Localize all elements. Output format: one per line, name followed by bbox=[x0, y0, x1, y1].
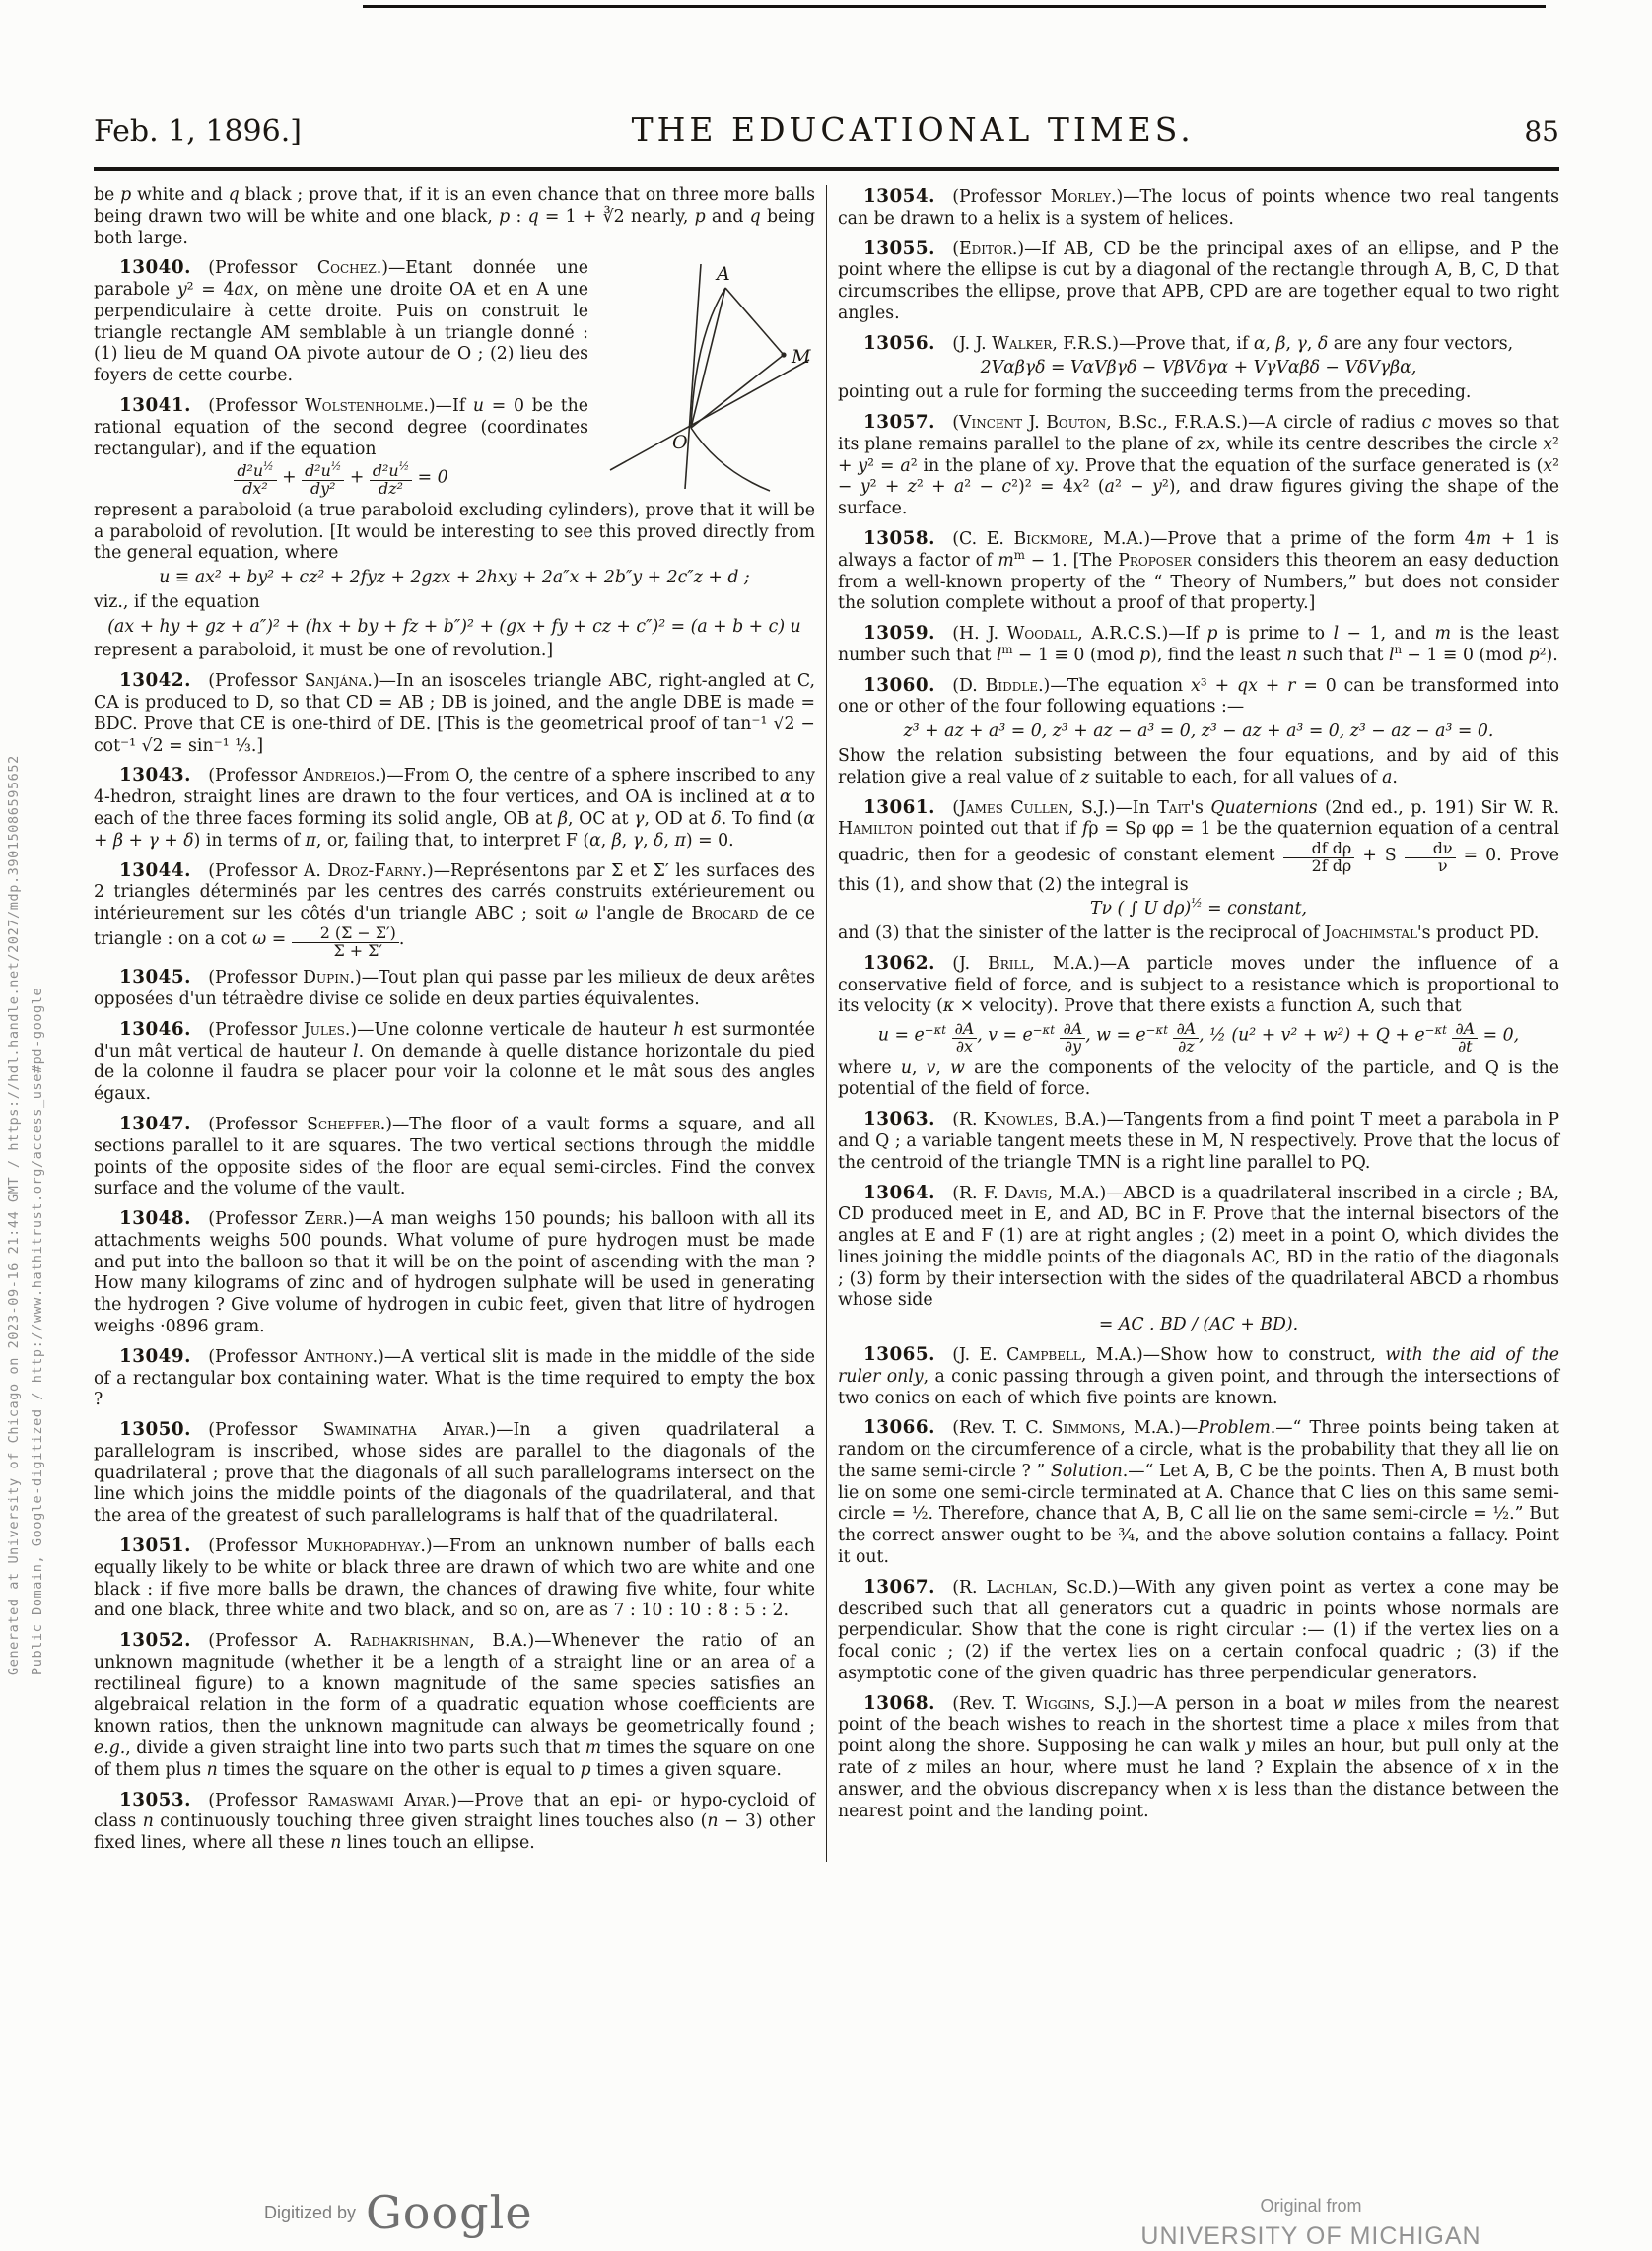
problem-13042 bbox=[94, 669, 815, 757]
problem-author: (Professor Ramaswami Aiyar.) bbox=[208, 1790, 457, 1810]
problem-13046 bbox=[94, 1018, 815, 1106]
problem-number: 13064. bbox=[863, 1182, 935, 1203]
problem-number: 13054. bbox=[863, 186, 935, 207]
problem-author: (Professor Zerr.) bbox=[208, 1209, 355, 1230]
problem-number: 13051. bbox=[119, 1535, 191, 1556]
problem-author: (Rev. T. Wiggins, S.J.) bbox=[952, 1693, 1138, 1714]
problem-text: —In an isosceles triangle ABC, right-angled at C, CA is produced to D, so that CD = AB ; DB is joined, and the angle DBE is made = BDC. Prove that CE is one-third of DE. [This is the geometrical proof of tan⁻¹ √2 − cot⁻¹ √2 = sin⁻¹ ⅓.] bbox=[94, 671, 815, 756]
problem-13065 bbox=[838, 1343, 1559, 1409]
problem-13043 bbox=[94, 764, 815, 852]
scan-edge-line bbox=[363, 5, 1546, 8]
line-oa bbox=[691, 288, 725, 428]
problem-author: (James Cullen, S.J.) bbox=[952, 797, 1116, 818]
parabola-figure bbox=[600, 258, 815, 493]
problem-13064 bbox=[838, 1182, 1559, 1336]
problem-number: 13045. bbox=[119, 967, 191, 989]
problem-author: (H. J. Woodall, A.R.C.S.) bbox=[952, 624, 1169, 645]
problem-number: 13048. bbox=[119, 1208, 191, 1230]
page-number: 85 bbox=[1524, 115, 1559, 148]
problem-number: 13041. bbox=[119, 395, 191, 417]
digitization-note-1: Generated at University of Chicago on 2023-09-16 21:44 GMT / https://hdl.handle.net/2027/mdp.39015086595652 bbox=[6, 755, 22, 1675]
problem-number: 13056. bbox=[863, 332, 935, 354]
problem-text: represent a paraboloid, it must be one of revolution.] bbox=[94, 641, 554, 661]
problem-text: and (3) that the sinister of the latter is the reciprocal of Joachimstal's product PD. bbox=[838, 923, 1540, 944]
problem-number: 13058. bbox=[863, 527, 935, 549]
problem-text: —Prove that, if α, β, γ, δ are any four vectors, bbox=[1119, 333, 1514, 354]
problem-text: —In a given quadrilateral a parallelogram is inscribed, whose sides are parallel to the diagonals of the quadrilateral ; prove that the diagonals of all such parallelograms intersect on the line which joins the middle points of the diagonals of the quadrilateral, and that the area of the greatest of such parallelograms is half that of the quadrilateral. bbox=[94, 1420, 815, 1527]
problem-13050 bbox=[94, 1418, 815, 1528]
diagonal-line bbox=[610, 360, 809, 470]
equation: (ax + hy + gz + a″)² + (hx + by + fz + b″)² + (gx + fy + cz + c″)² = (a + b + c) u bbox=[107, 616, 801, 637]
digitized-by-label: Digitized by bbox=[264, 2202, 357, 2222]
problem-number: 13053. bbox=[119, 1789, 191, 1810]
problem-number: 13040. bbox=[119, 257, 191, 279]
problem-text: —From an unknown number of balls each equally likely to be white or black three are drawn of which two are white and one black : if five more balls be drawn, the chances of drawing five white, four white and one black, three white and two black, and so on, are as 7 : 10 : 10 : 8 : 5 : 2. bbox=[94, 1536, 815, 1621]
problem-number: 13055. bbox=[863, 238, 935, 259]
problem-author: (Professor Scheffer.) bbox=[208, 1114, 393, 1134]
problem-13059 bbox=[838, 622, 1559, 667]
column-right bbox=[827, 185, 1559, 1862]
problem-author: (Professor A. Radhakrishnan, B.A.) bbox=[208, 1631, 535, 1652]
page-header bbox=[94, 110, 1559, 149]
problem-13058 bbox=[838, 527, 1559, 615]
problem-13053 bbox=[94, 1789, 815, 1855]
point-m-dot bbox=[781, 353, 786, 358]
institution-name: UNIVERSITY OF MICHIGAN bbox=[1140, 2222, 1481, 2250]
line-om bbox=[691, 355, 784, 428]
problem-author: (R. F. Davis, M.A.) bbox=[952, 1183, 1107, 1203]
problem-13044 bbox=[94, 859, 815, 960]
problem-text: —A person in a boat w miles from the nearest point of the beach wishes to reach in the shortest time a place x miles from that point along the shore. Supposing he can walk y miles an hour, but pull only at the rate of z miles an hour, where must he land ? Explain the absence of x in the answer, and the obvious discrepancy when x is less than the distance between the nearest point and the landing point. bbox=[838, 1693, 1559, 1821]
problem-text: —Whenever the ratio of an unknown magnitude (whether it be a length of a straight line or an area of a rectilineal figure) to a known magnitude of the same species satisfies an algebraical relation in the form of a quadratic equation whose coefficients are known ratios, then the unknown magnitude can always be geometrically found ; e.g., divide a given straight line into two parts such that m times the square on one of them plus n times the square on the other is equal to p times a given square. bbox=[94, 1631, 816, 1780]
problem-author: (Professor Mukhopadhyay.) bbox=[208, 1536, 433, 1556]
problem-number: 13057. bbox=[863, 412, 935, 434]
problem-author: (J. E. Campbell, M.A.) bbox=[952, 1344, 1143, 1365]
problem-number: 13065. bbox=[863, 1343, 935, 1365]
problem-13049 bbox=[94, 1345, 815, 1411]
problem-text: —Show how to construct, with the aid of the ruler only, a conic passing through a given point, and through the intersections of two conics on each of which five points are known. bbox=[838, 1344, 1559, 1408]
figure-label-o: O bbox=[672, 432, 688, 454]
problem-number: 13050. bbox=[119, 1419, 191, 1441]
problem-text: —With any given point as vertex a cone may be described such that all generators cut a quadric in points whose normals are perpendicular. Show that the cone is right circular :— (1) if the vertex lies on a focal conic ; (2) if the vertex lies on a certain confocal quadric ; (3) if the asymptotic cone of the given quadric has three perpendicular generators. bbox=[838, 1577, 1560, 1683]
problem-text: represent a paraboloid (a true paraboloid excluding cylinders), prove that it will be a paraboloid of revolution. [It would be interesting to see this proved directly from the general equation, where bbox=[94, 500, 815, 564]
figure-label-a: A bbox=[717, 263, 730, 286]
problem-text: —A particle moves under the influence of a conservative field of force, and is subject to a resistance which is proportional to its velocity (κ × velocity). Prove that there exists a function A, such that bbox=[838, 953, 1559, 1017]
problem-author: (Professor Jules.) bbox=[208, 1019, 358, 1040]
problem-author: (Professor Swaminatha Aiyar.) bbox=[208, 1420, 497, 1441]
problem-text: —The locus of points whence two real tangents can be drawn to a helix is a system of helices. bbox=[838, 187, 1559, 229]
problem-number: 13043. bbox=[119, 765, 191, 786]
problem-13052 bbox=[94, 1629, 815, 1781]
problem-text: —Une colonne verticale de hauteur h est surmontée d'un mât vertical de hauteur l. On demande à quelle distance horizontale du pied de la colonne il faudra se placer pour voir la colonne et le mât sous des angles égaux. bbox=[94, 1019, 815, 1105]
problem-number: 13067. bbox=[863, 1576, 935, 1598]
problem-author: (Professor A. Droz-Farny.) bbox=[208, 860, 434, 881]
line-am bbox=[725, 288, 784, 355]
continuation-paragraph bbox=[94, 185, 815, 249]
problem-13051 bbox=[94, 1535, 815, 1622]
problem-number: 13060. bbox=[863, 674, 935, 696]
footer-digitized bbox=[264, 2186, 533, 2239]
problem-text: —The floor of a vault forms a square, and all sections parallel to it are squares. The two vertical sections through the middle points of the opposite sides of the floor are equal semi-circles. Find the convex surface and the volume of the vault. bbox=[94, 1114, 815, 1199]
problem-text: —A vertical slit is made in the middle of the side of a rectangular box containing water. What is the time required to empty the box ? bbox=[94, 1346, 816, 1410]
problem-text: —Prove that a prime of the form 4m + 1 is always a factor of $m^m - 1$. [The Proposer considers this theorem an easy deduction from a well-known property of the “ Theory of Numbers,” but does not consider the solution complete without a proof of that property.] bbox=[838, 528, 1559, 614]
problem-text: —In Tait's Quaternions (2nd ed., p. 191) Sir W. R. Hamilton pointed out that if fρ = Sρ φρ = 1 be the quaternion equation of a central quadric, then for a geodesic of constant element $\frac{\text{df dρ}}{\text{2f dρ}}$ + S $\frac{d\nu}{\nu}$ = 0. Prove this (1), and show that (2) the integral is bbox=[838, 797, 1559, 895]
problem-number: 13059. bbox=[863, 623, 935, 645]
parabola-curve bbox=[691, 428, 770, 491]
problem-13045 bbox=[94, 966, 815, 1011]
problem-number: 13063. bbox=[863, 1109, 935, 1130]
problem-number: 13047. bbox=[119, 1113, 191, 1134]
equation: $\frac{d^2u^{\frac{1}{2}}}{\text{dx²}}$ + $\frac{d^2u^{\frac{1}{2}}}{\text{dy²}}$ + $\frac{d^2u^{\frac{1}{2}}}{\text{dz²}}$ = 0 bbox=[94, 463, 815, 497]
problem-text: —If AB, CD be the principal axes of an ellipse, and P the point where the ellipse is cut by a diagonal of the rectangle through A, B, C, D that circumscribes the ellipse, prove that APB, CPD are are together equal to two right angles. bbox=[838, 239, 1559, 323]
problem-author: (C. E. Bickmore, M.A.) bbox=[952, 528, 1151, 549]
equation: Tν ( ∫ U dρ)$^{\frac{1}{2}}$ = constant, bbox=[1089, 896, 1308, 920]
problem-13057 bbox=[838, 411, 1559, 520]
problem-13056 bbox=[838, 332, 1559, 404]
equation: u ≡ ax² + by² + cz² + 2fyz + 2gzx + 2hxy + 2a″x + 2b″y + 2c″z + d ; bbox=[159, 568, 750, 588]
problem-13061 bbox=[838, 796, 1559, 945]
equation: = AC . BD / (AC + BD). bbox=[1098, 1315, 1299, 1335]
equation: 2Vαβγδ = VαVβγδ − VβVδγα + VγVαβδ − VδVγβα, bbox=[980, 358, 1417, 378]
problem-text: —A man weighs 150 pounds; his balloon with all its attachments weighs 500 pounds. What volume of pure hydrogen must be made and put into the balloon so that it will be on the point of ascending with the man ? How many kilograms of zinc and of hydrogen sulphate will be used in generating the hydrogen ? Give volume of hydrogen in cubic feet, given that litre of hydrogen weighs ·0896 gram. bbox=[94, 1209, 815, 1336]
problem-text: —ABCD is a quadrilateral inscribed in a circle ; BA, CD produced meet in E, and AD, BC in F. Prove that the internal bisectors of the angles at E and F (1) are at right angles ; (2) meet in a point O, which divides the lines joining the middle points of the diagonals AC, BD in the ratio of the diagonals ; (3) form by their intersection with the sides of the quadrilateral ABCD a rhombus whose side bbox=[838, 1183, 1559, 1311]
problem-text: viz., if the equation bbox=[94, 591, 260, 612]
problem-number: 13068. bbox=[863, 1692, 935, 1714]
problem-13068 bbox=[838, 1692, 1559, 1823]
problem-13063 bbox=[838, 1108, 1559, 1174]
problem-text: —The equation x³ + qx + r = 0 can be transformed into one or other of the four following equations :— bbox=[838, 675, 1559, 717]
problem-13066 bbox=[838, 1416, 1559, 1568]
problem-text: —Problem.—“ Three points being taken at random on the circumference of a circle, what is the probability that they all lie on the same semi-circle ? ” Solution.—“ Let A, B, C be the points. Then A, B must both lie on some one semi-circle terminated at A. Chance that C lies on this same semi-circle = ½. Therefore, chance that A, B, C all lie on the same semi-circle = ½.” But the correct answer ought to be ¾, and the above solution contains a fallacy. Point it out. bbox=[838, 1418, 1559, 1567]
problem-number: 13061. bbox=[863, 796, 935, 818]
journal-date: Feb. 1, 1896.] bbox=[94, 114, 302, 149]
problem-text: —Représentons par Σ et Σ′ les surfaces des 2 triangles déterminés par les centres des carrés construits extérieurement ou intérieurement sur les côtés d'un triangle ABC ; soit ω l'angle de Brocard de ce triangle : on a cot ω = $\frac{2 (\Sigma - \Sigma')}{\Sigma + \Sigma'}$ . bbox=[94, 860, 815, 960]
problem-number: 13042. bbox=[119, 670, 191, 692]
problem-author: (Professor Wolstenholme.) bbox=[208, 396, 436, 417]
problem-13062 bbox=[838, 952, 1559, 1101]
problem-text: —Tangents from a find point T meet a parabola in P and Q ; a variable tangent meets these in M, N respectively. Prove that the locus of the centroid of the triangle TMN is a right line parallel to PQ. bbox=[838, 1110, 1559, 1173]
problem-author: (Professor Dupin.) bbox=[208, 968, 362, 989]
problem-number: 13049. bbox=[119, 1345, 191, 1367]
problem-text: pointing out a rule for forming the succeeding terms from the preceding. bbox=[838, 382, 1472, 403]
problem-author: (Rev. T. C. Simmons, M.A.) bbox=[952, 1418, 1181, 1439]
journal-title: THE EDUCATIONAL TIMES. bbox=[631, 110, 1195, 149]
problem-text: —A circle of radius c moves so that its plane remains parallel to the plane of zx, while its centre describes the circle x² + y² = a² in the plane of xy. Prove that the equation of the surface generated is (x² − y² + z² + a² − c²)² = 4x² (a² − y²), and draw figures giving the shape of the surface. bbox=[838, 413, 1559, 519]
problem-text: —Prove that an epi- or hypo-cycloid of class n continuously touching three given straight lines touches also (n − 3) other fixed lines, where all these n lines touch an ellipse. bbox=[94, 1790, 815, 1854]
problem-text: —If p is prime to l − 1, and m is the least number such that $l^m - 1 \equiv 0$ (mod p), find the least n such that $l^n - 1 \equiv 0$ (mod p²). bbox=[838, 624, 1560, 665]
problem-text: be p white and q black ; prove that, if it is an even chance that on three more balls being drawn two will be white and one black, p : q = 1 + ∛2 nearly, p and q being both large. bbox=[94, 185, 816, 248]
header-rule bbox=[94, 167, 1559, 171]
problem-author: (J. Brill, M.A.) bbox=[952, 953, 1100, 974]
problem-13067 bbox=[838, 1576, 1559, 1685]
column-left bbox=[94, 185, 826, 1862]
problem-13054 bbox=[838, 185, 1559, 231]
problem-author: (D. Biddle.) bbox=[952, 675, 1051, 696]
problem-text: —From O, the centre of a sphere inscribed to any 4-hedron, straight lines are drawn to the four vertices, and OA is inclined at α to each of the three faces forming its solid angle, OB at β, OC at γ, OD at δ. To find (α + β + γ + δ) in terms of π, or, failing that, to interpret F (α, β, γ, δ, π) = 0. bbox=[94, 766, 816, 851]
problem-author: (J. J. Walker, F.R.S.) bbox=[952, 333, 1120, 354]
original-from-label: Original from bbox=[1260, 2196, 1362, 2216]
problem-author: (Professor Morley.) bbox=[952, 187, 1124, 207]
problem-text: where u, v, w are the components of the velocity of the particle, and Q is the potential of the field of force. bbox=[838, 1057, 1559, 1100]
problem-number: 13062. bbox=[863, 952, 935, 974]
problem-author: (Professor Anthony.) bbox=[208, 1346, 384, 1367]
problem-text: —Tout plan qui passe par les milieux de deux arêtes opposées d'un tétraèdre divise ce solide en deux parties équivalentes. bbox=[94, 968, 815, 1010]
problem-13060 bbox=[838, 674, 1559, 789]
problem-author: (Professor Andreios.) bbox=[208, 766, 387, 786]
problem-number: 13044. bbox=[119, 859, 191, 881]
problem-13047 bbox=[94, 1113, 815, 1200]
problem-text: Show the relation subsisting between the four equations, and by aid of this relation give a real value of z suitable to each, for all values of a. bbox=[838, 745, 1559, 787]
problem-number: 13046. bbox=[119, 1018, 191, 1040]
problem-author: (Vincent J. Bouton, B.Sc., F.R.A.S.) bbox=[952, 413, 1249, 434]
axis-line bbox=[685, 264, 701, 489]
footer-original bbox=[1104, 2196, 1518, 2251]
figure-label-m: M bbox=[792, 346, 811, 369]
problem-13048 bbox=[94, 1207, 815, 1338]
problem-13055 bbox=[838, 238, 1559, 325]
problem-number: 13052. bbox=[119, 1630, 191, 1652]
equation: z³ + az + a³ = 0, z³ + az − a³ = 0, z³ − az + a³ = 0, z³ − az − a³ = 0. bbox=[903, 721, 1494, 742]
problem-text: —If u = 0 be the rational equation of the second degree (coordinates rectangular), and if the equation bbox=[94, 396, 589, 459]
problem-author: (R. Lachlan, Sc.D.) bbox=[952, 1577, 1119, 1598]
digitization-note-2: Public Domain, Google-digitized / http://www.hathitrust.org/access_use#pd-google bbox=[30, 987, 45, 1675]
problem-author: (Professor Sanjána.) bbox=[208, 671, 379, 692]
problem-author: (Editor.) bbox=[952, 239, 1025, 259]
equation: $u = e^{-\kappa t}$ $\frac{\partial A}{\partial x}$ , $v = e^{-\kappa t}$ $\frac{\partial A}{\partial y}$ , $w = e^{-\kappa t}$ $\frac{\partial A}{\partial z}$ , ½ $(u^2 + v^2 + w^2) + Q + e^{-\kappa t}$ $\frac{\partial A}{\partial t}$ = 0, bbox=[877, 1019, 1520, 1056]
problem-author: (Professor Cochez.) bbox=[208, 258, 388, 279]
problem-number: 13066. bbox=[863, 1417, 935, 1439]
page-content bbox=[94, 185, 1559, 1862]
problem-author: (R. Knowles, B.A.) bbox=[952, 1110, 1107, 1130]
google-logo: Google bbox=[366, 2186, 533, 2239]
problem-text: —Etant donnée une parabole y² = 4ax, on mène une droite OA et en A une perpendiculaire à cette droite. Puis on construit le triangle rectangle AM semblable à un triangle donné : (1) lieu de M quand OA pivote autour de O ; (2) lieu des foyers de cette courbe. bbox=[94, 258, 588, 386]
